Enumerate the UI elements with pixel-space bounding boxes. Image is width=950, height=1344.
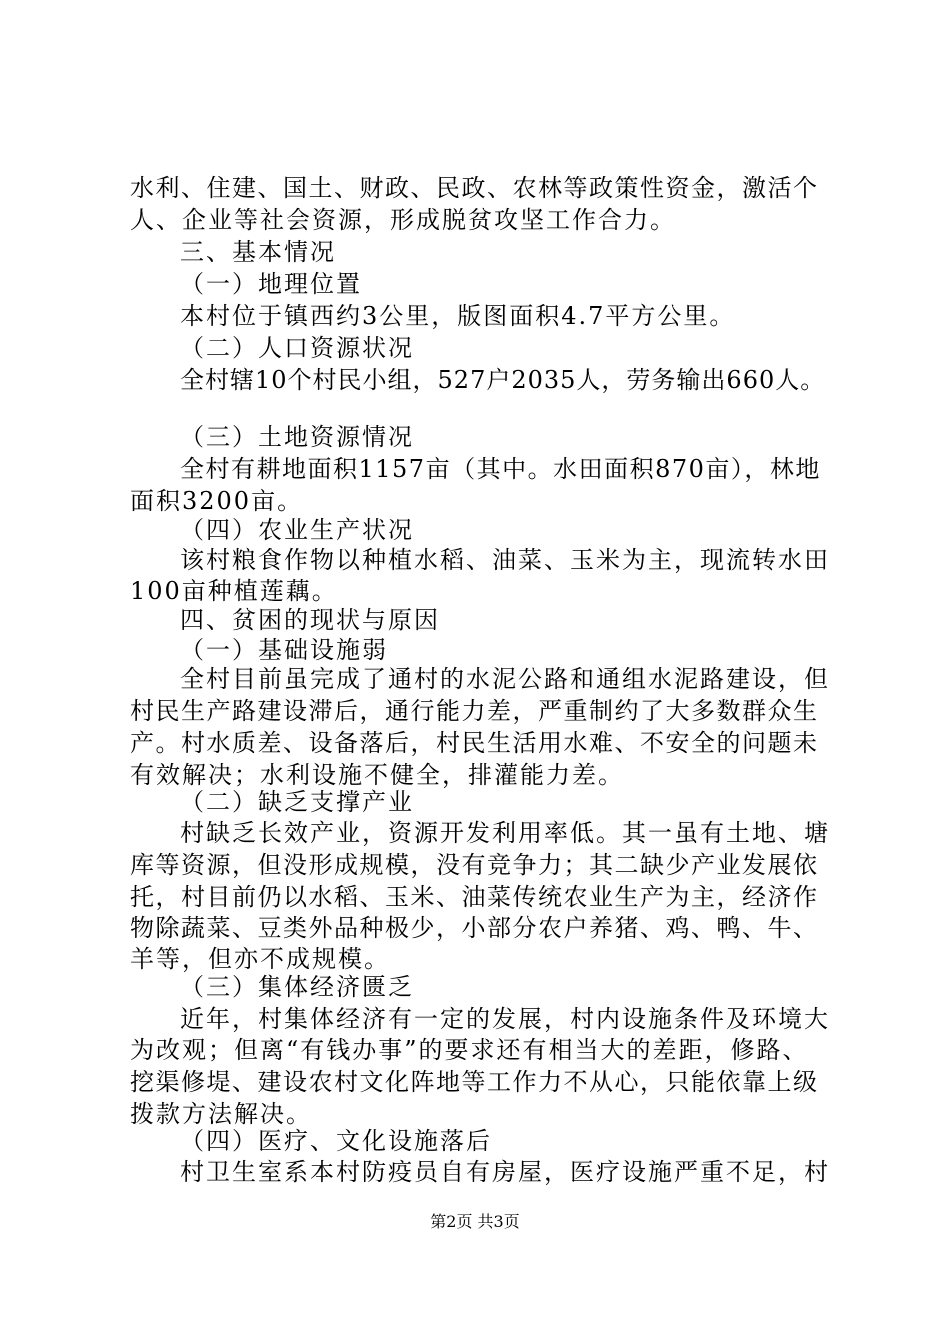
text-line: 村民生产路建设滞后，通行能力差，严重制约了大多数群众生 <box>130 697 819 725</box>
section-heading: 三、基本情况 <box>180 238 336 266</box>
text-line: 物除蔬菜、豆类外品种极少，小部分农户养猪、鸡、鸭、牛、 <box>130 914 819 942</box>
text-line: 面积3200亩。 <box>130 487 304 515</box>
subsection-heading: （四）医疗、文化设施落后 <box>180 1127 492 1155</box>
text-line: 全村有耕地面积1157亩（其中。水田面积870亩），林地 <box>180 455 821 483</box>
text-line: 托，村目前仍以水稻、玉米、油菜传统农业生产为主，经济作 <box>130 883 819 911</box>
subsection-heading: （四）农业生产状况 <box>180 516 414 544</box>
text-line: 挖渠修堤、建设农村文化阵地等工作力不从心，只能依靠上级 <box>130 1068 819 1096</box>
text-line: 有效解决；水利设施不健全，排灌能力差。 <box>130 761 624 789</box>
subsection-heading: （一）基础设施弱 <box>180 636 388 664</box>
subsection-heading: （二）人口资源状况 <box>180 334 414 362</box>
subsection-heading: （一）地理位置 <box>180 270 362 298</box>
text-line: 全村目前虽完成了通村的水泥公路和通组水泥路建设，但 <box>180 665 830 693</box>
text-line: 羊等，但亦不成规模。 <box>130 945 390 973</box>
section-heading: 四、贫困的现状与原因 <box>180 606 440 634</box>
text-line: 村缺乏长效产业，资源开发利用率低。其一虽有土地、塘 <box>180 819 830 847</box>
text-line: 人、企业等社会资源，形成脱贫攻坚工作合力。 <box>130 206 676 234</box>
text-line: 该村粮食作物以种植水稻、油菜、玉米为主，现流转水田 <box>180 546 830 574</box>
subsection-heading: （二）缺乏支撑产业 <box>180 788 414 816</box>
text-line: 本村位于镇西约3公里，版图面积4.7平方公里。 <box>180 302 736 330</box>
subsection-heading: （三）土地资源情况 <box>180 423 414 451</box>
text-line: 水利、住建、国土、财政、民政、农林等政策性资金，激活个 <box>130 174 819 202</box>
text-line: 全村辖10个村民小组，527户2035人，劳务输出660人。 <box>180 366 826 394</box>
text-line: 为改观；但离“有钱办事”的要求还有相当大的差距，修路、 <box>130 1036 809 1064</box>
subsection-heading: （三）集体经济匮乏 <box>180 973 414 1001</box>
text-line: 100亩种植莲藕。 <box>130 577 338 605</box>
text-line: 产。村水质差、设备落后，村民生活用水难、不安全的问题未 <box>130 729 819 757</box>
text-line: 库等资源，但没形成规模，没有竞争力；其二缺少产业发展依 <box>130 851 819 879</box>
text-line: 近年，村集体经济有一定的发展，村内设施条件及环境大 <box>180 1005 830 1033</box>
page-number: 第2页 共3页 <box>430 1212 520 1231</box>
text-line: 村卫生室系本村防疫员自有房屋，医疗设施严重不足，村 <box>180 1158 830 1186</box>
text-line: 拨款方法解决。 <box>130 1100 312 1128</box>
